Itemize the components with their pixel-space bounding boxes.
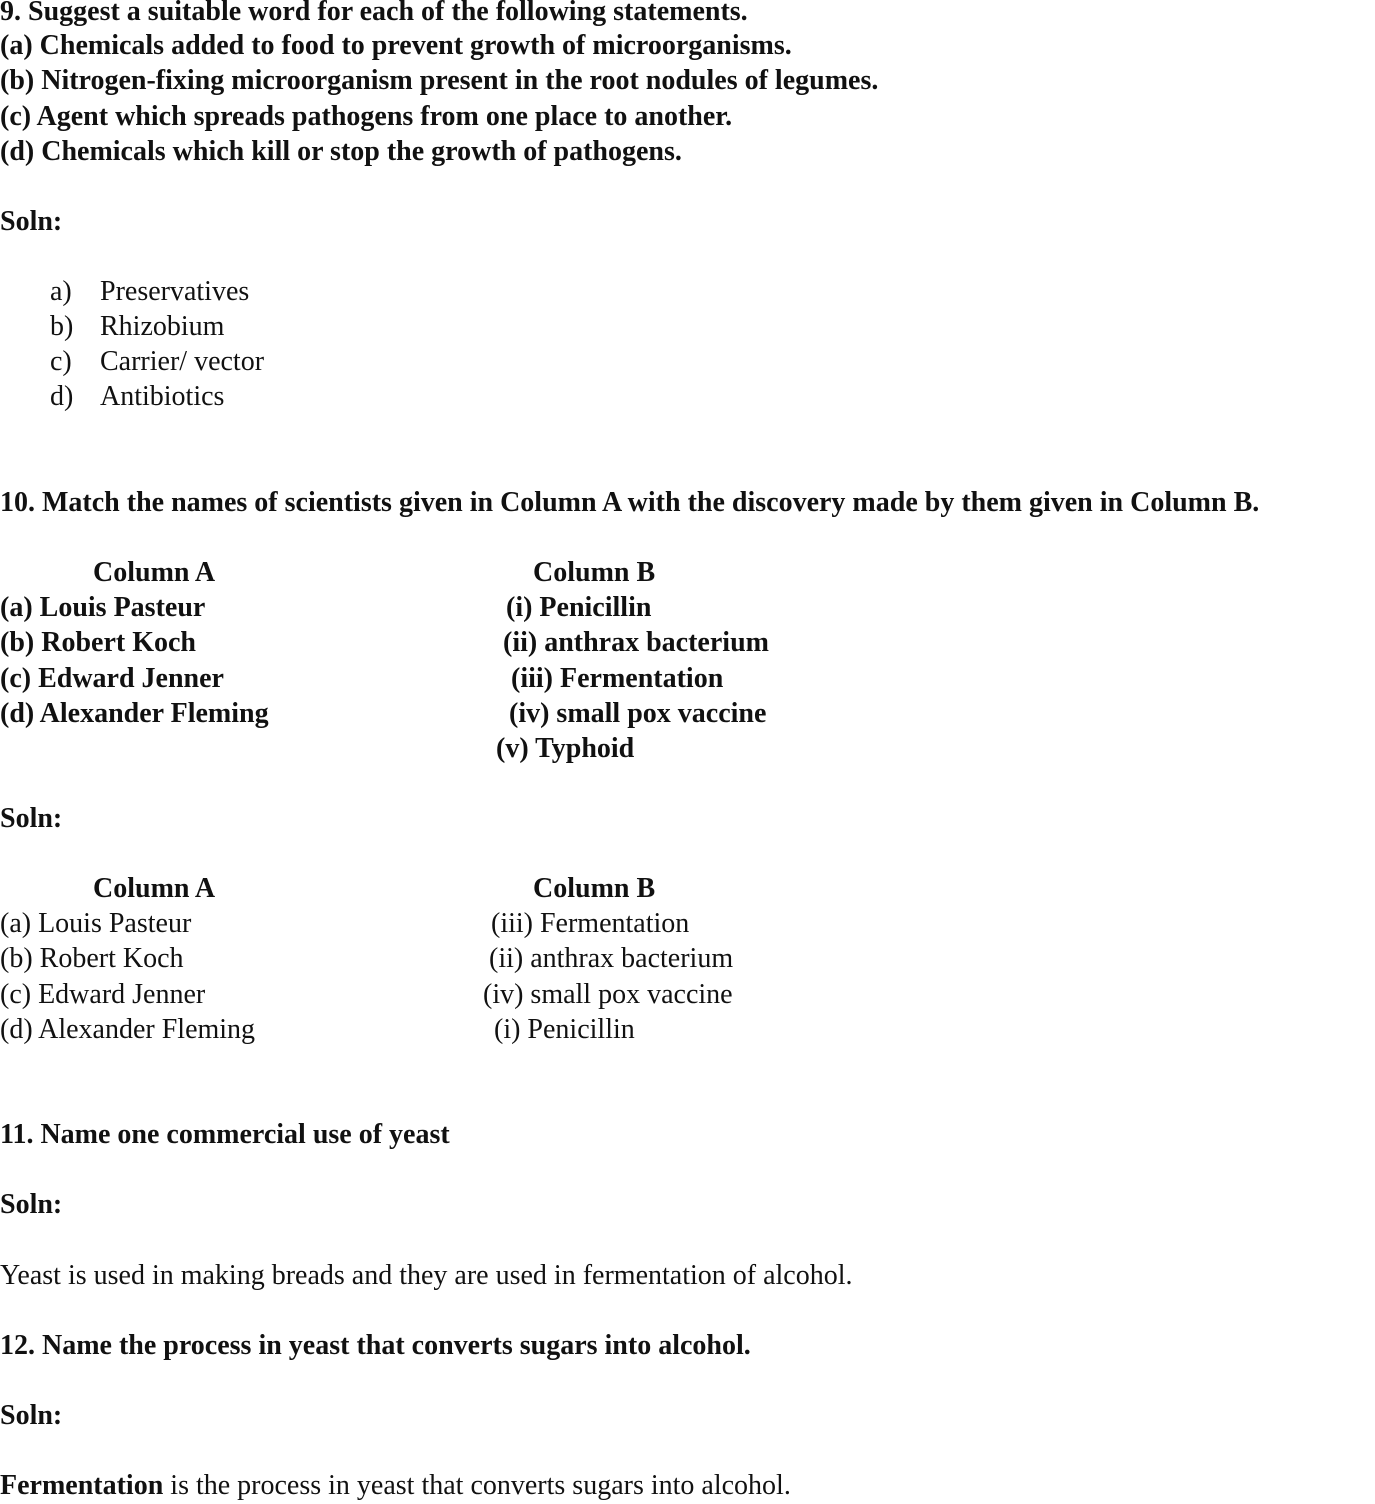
q9-answer-marker: b) — [50, 311, 74, 342]
q9-answer: Carrier/ vector — [100, 346, 265, 377]
answer-column-a-item: (b) Robert Koch — [0, 943, 184, 974]
answer-column-b-item: (iv) small pox vaccine — [483, 979, 733, 1010]
q9-part-b: (b) Nitrogen-fixing microorganism present in the root nodules of legumes. — [0, 65, 879, 96]
q9-answer: Antibiotics — [100, 381, 225, 412]
q12-soln-label: Soln: — [0, 1400, 63, 1431]
column-b-item: (iv) small pox vaccine — [509, 698, 767, 729]
q12-answer-keyword: Fermentation — [0, 1470, 164, 1501]
q9-part-a: (a) Chemicals added to food to prevent growth of microorganisms. — [0, 30, 792, 61]
column-b-item: (i) Penicillin — [506, 592, 652, 623]
q12-title: 12. Name the process in yeast that converts sugars into alcohol. — [0, 1330, 751, 1361]
q9-part-c: (c) Agent which spreads pathogens from one place to another. — [0, 101, 733, 132]
q9-answer: Preservatives — [100, 276, 250, 307]
answer-column-b-item: (i) Penicillin — [494, 1014, 635, 1045]
q9-soln-label: Soln: — [0, 206, 63, 237]
q9-answer-marker: d) — [50, 381, 74, 412]
q10-title: 10. Match the names of scientists given in Column A with the discovery made by them given in Column B. — [0, 487, 1260, 518]
column-b-item: (v) Typhoid — [496, 733, 635, 764]
q10-soln-label: Soln: — [0, 803, 63, 834]
column-a-item: (c) Edward Jenner — [0, 663, 224, 694]
column-a-item: (a) Louis Pasteur — [0, 592, 206, 623]
column-b-item: (ii) anthrax bacterium — [503, 627, 769, 658]
q12-answer-rest: is the process in yeast that converts sugars into alcohol. — [163, 1470, 791, 1501]
q9-answer-marker: c) — [50, 346, 72, 377]
q9-title: 9. Suggest a suitable word for each of the following statements. — [0, 0, 748, 27]
column-b-item: (iii) Fermentation — [511, 663, 724, 694]
column-a-item: (b) Robert Koch — [0, 627, 196, 658]
q11-answer: Yeast is used in making breads and they are used in fermentation of alcohol. — [0, 1260, 853, 1291]
answer-column-b-header: Column B — [533, 873, 656, 904]
q9-answer: Rhizobium — [100, 311, 225, 342]
column-a-header: Column A — [93, 557, 216, 588]
q9-answer-marker: a) — [50, 276, 72, 307]
answer-column-a-header: Column A — [93, 873, 216, 904]
answer-column-b-item: (iii) Fermentation — [491, 908, 690, 939]
answer-column-b-item: (ii) anthrax bacterium — [489, 943, 734, 974]
answer-column-a-item: (a) Louis Pasteur — [0, 908, 192, 939]
q11-soln-label: Soln: — [0, 1189, 63, 1220]
q12-answer — [0, 1470, 791, 1502]
answer-column-a-item: (d) Alexander Fleming — [0, 1014, 256, 1045]
column-b-header: Column B — [533, 557, 656, 588]
column-a-item: (d) Alexander Fleming — [0, 698, 269, 729]
answer-column-a-item: (c) Edward Jenner — [0, 979, 206, 1010]
q11-title: 11. Name one commercial use of yeast — [0, 1119, 450, 1150]
q9-part-d: (d) Chemicals which kill or stop the growth of pathogens. — [0, 136, 682, 167]
